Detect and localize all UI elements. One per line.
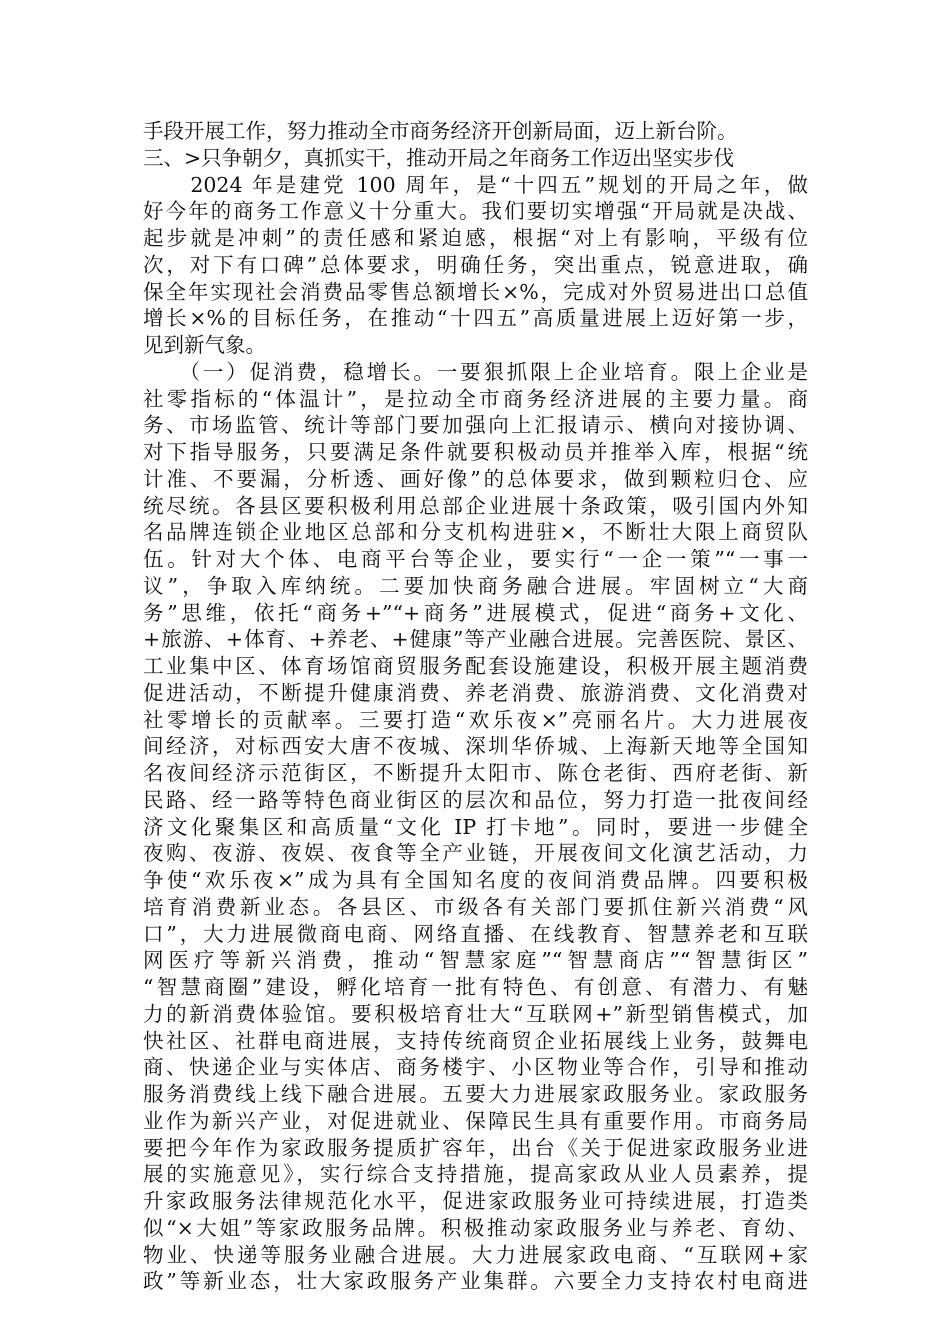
text-line: 商、快递企业与实体店、商务楼宇、小区物业等合作，引导和推动 bbox=[143, 1055, 808, 1080]
text-line: （一）促消费，稳增长。一要狠抓限上企业培育。限上企业是 bbox=[143, 359, 808, 384]
text-line: 见到新气象。 bbox=[143, 333, 266, 357]
text-line: 三、>只争朝夕，真抓实干，推动开局之年商务工作迈出坚实步伐 bbox=[143, 145, 735, 170]
text-line: 计准、不要漏，分析透、画好像”的总体要求，做到颗粒归仓、应 bbox=[143, 466, 808, 491]
text-line: 升家政服务法律规范化水平，促进家政服务业可持续进展，打造类 bbox=[143, 1189, 808, 1213]
text-line: 名夜间经济示范街区，不断提升太阳市、陈仓老街、西府老街、新 bbox=[143, 761, 808, 785]
text-line: 物业、快递等服务业融合进展。大力进展家政电商、“互联网+家 bbox=[143, 1242, 808, 1267]
text-line: 夜购、夜游、夜娱、夜食等全产业链，开展夜间文化演艺活动，力 bbox=[143, 841, 808, 866]
text-line: 业作为新兴产业，对促进就业、保障民生具有重要作用。市商务局 bbox=[143, 1108, 808, 1133]
text-line: 保全年实现社会消费品零售总额增长×%，完成对外贸易进出口总值 bbox=[143, 279, 808, 304]
text-line: 伍。针对大个体、电商平台等企业，要实行“一企一策”“一事一 bbox=[143, 547, 808, 571]
text-line: “智慧商圈”建设，孵化培育一批有特色、有创意、有潜力、有魅 bbox=[143, 975, 808, 999]
text-line: 展的实施意见》，实行综合支持措施，提高家政从业人员素养，提 bbox=[143, 1162, 808, 1187]
text-line: 口”，大力进展微商电商、网络直播、在线教育、智慧养老和互联 bbox=[143, 921, 808, 946]
text-line: 争使“欢乐夜×”成为具有全国知名度的夜间消费品牌。四要积极 bbox=[143, 868, 808, 892]
text-line: 服务消费线上线下融合进展。五要大力进展家政服务业。家政服务 bbox=[143, 1082, 808, 1106]
text-line: 统尽统。各县区要积极利用总部企业进展十条政策，吸引国内外知 bbox=[143, 493, 808, 518]
text-line: 快社区、社群电商进展，支持传统商贸企业拓展线上业务，鼓舞电 bbox=[143, 1028, 808, 1053]
text-line: 手段开展工作，努力推动全市商务经济开创新局面，迈上新台阶。 bbox=[143, 119, 738, 143]
text-line: 促进活动，不断提升健康消费、养老消费、旅游消费、文化消费对 bbox=[143, 680, 808, 705]
text-line: 好今年的商务工作意义十分重大。我们要切实增强“开局就是决战、 bbox=[143, 199, 808, 224]
text-line: 务”思维，依托“商务+”“+商务”进展模式，促进“商务+文化、 bbox=[143, 600, 808, 625]
text-line: 民路、经一路等特色商业街区的层次和品位，努力打造一批夜间经 bbox=[143, 787, 808, 812]
text-line: 工业集中区、体育场馆商贸服务配套设施建设，积极开展主题消费 bbox=[143, 654, 808, 678]
text-line: +旅游、+体育、+养老、+健康”等产业融合进展。完善医院、景区、 bbox=[143, 627, 808, 652]
document-page bbox=[143, 118, 808, 1295]
text-line: 次，对下有口碑”总体要求，明确任务，突出重点，锐意进取，确 bbox=[143, 252, 808, 277]
text-line: 议”，争取入库纳统。二要加快商务融合进展。牢固树立“大商 bbox=[143, 573, 808, 598]
text-line: 2024 年是建党 100 周年，是“十四五”规划的开局之年，做 bbox=[143, 172, 808, 197]
text-line: 务、市场监管、统计等部门要加强向上汇报请示、横向对接协调、 bbox=[143, 413, 808, 438]
text-line: 网医疗等新兴消费，推动“智慧家庭”“智慧商店”“智慧街区” bbox=[143, 948, 808, 973]
text-line: 起步就是冲刺”的责任感和紧迫感，根据“对上有影响，平级有位 bbox=[143, 226, 808, 250]
text-line: 力的新消费体验馆。要积极培育壮大“互联网+”新型销售模式，加 bbox=[143, 1001, 808, 1026]
text-line: 社零增长的贡献率。三要打造“欢乐夜×”亮丽名片。大力进展夜 bbox=[143, 707, 808, 732]
text-line: 名品牌连锁企业地区总部和分支机构进驻×，不断壮大限上商贸队 bbox=[143, 520, 808, 545]
text-line: 济文化聚集区和高质量“文化 IP 打卡地”。同时，要进一步健全 bbox=[143, 814, 808, 839]
text-line: 对下指导服务，只要满足条件就要积极动员并推举入库，根据“统 bbox=[143, 440, 808, 464]
text-line: 要把今年作为家政服务提质扩容年，出台《关于促进家政服务业进 bbox=[143, 1135, 808, 1160]
text-line: 政”等新业态，壮大家政服务产业集群。六要全力支持农村电商进 bbox=[143, 1269, 808, 1294]
text-line: 间经济，对标西安大唐不夜城、深圳华侨城、上海新天地等全国知 bbox=[143, 734, 808, 759]
text-line: 社零指标的“体温计”，是拉动全市商务经济进展的主要力量。商 bbox=[143, 386, 808, 411]
text-line: 培育消费新业态。各县区、市级各有关部门要抓住新兴消费“风 bbox=[143, 894, 808, 919]
text-line: 增长×%的目标任务，在推动“十四五”高质量进展上迈好第一步， bbox=[143, 306, 808, 331]
text-line: 似“×大姐”等家政服务品牌。积极推动家政服务业与养老、育幼、 bbox=[143, 1215, 808, 1240]
